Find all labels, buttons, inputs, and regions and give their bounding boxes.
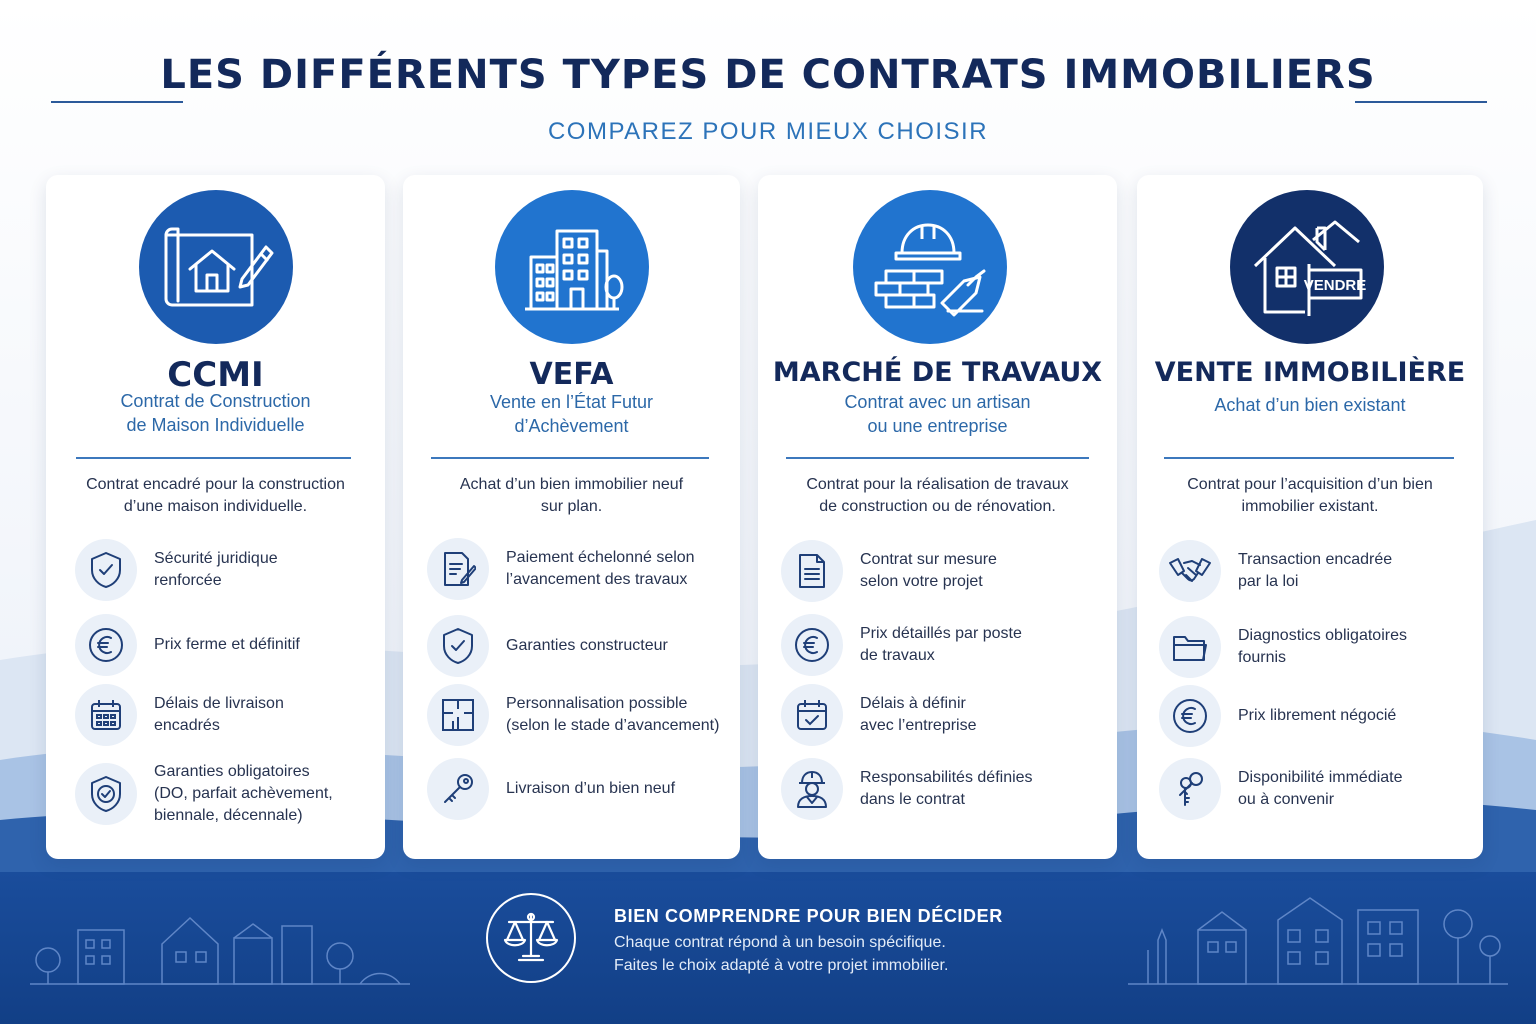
shield-check-icon: [427, 615, 489, 677]
shield-badge-icon: [75, 763, 137, 825]
feature-item: [781, 684, 977, 746]
feature-text: Garanties obligatoires (DO, parfait achèvement, biennale, décennale): [154, 763, 333, 824]
calendar-check-icon: [781, 684, 843, 746]
footer-text-line-1: Chaque contrat répond à un besoin spécifique.: [614, 934, 946, 951]
euro-icon: [1159, 685, 1221, 747]
feature-text: Délais à définir avec l’entreprise: [860, 695, 977, 734]
city-skyline-right-icon: [1128, 890, 1508, 990]
feature-item: [427, 758, 675, 820]
card-vente-immobiliere: [1137, 175, 1483, 859]
footer-title: BIEN COMPRENDRE POUR BIEN DÉCIDER: [614, 906, 1003, 926]
feature-item: [781, 540, 997, 602]
key-icon: [427, 758, 489, 820]
feature-text: Disponibilité immédiate ou à convenir: [1238, 769, 1403, 808]
card-ccmi: [46, 175, 385, 859]
title-rule-right: [1355, 101, 1487, 103]
footer-text-line-2: Faites le choix adapté à votre projet immobilier.: [614, 957, 949, 974]
city-skyline-left-icon: [30, 910, 410, 990]
feature-item: [1159, 616, 1407, 678]
feature-item: [1159, 685, 1396, 747]
feature-text: Contrat sur mesure selon votre projet: [860, 551, 997, 590]
feature-text: Prix ferme et définitif: [154, 636, 300, 653]
euro-icon: [781, 614, 843, 676]
feature-item: [75, 539, 278, 601]
for-sale-sign-text: VENDRE: [1303, 277, 1367, 294]
euro-icon: [75, 614, 137, 676]
feature-text: Responsabilités définies dans le contrat: [860, 769, 1033, 808]
page-subtitle: COMPAREZ POUR MIEUX CHOISIR: [547, 118, 989, 145]
feature-text: Prix détaillés par poste de travaux: [860, 625, 1022, 664]
page-title: LES DIFFÉRENTS TYPES DE CONTRATS IMMOBILIERS: [160, 52, 1376, 98]
card-title: VEFA: [529, 357, 614, 392]
document-icon: [781, 540, 843, 602]
feature-item: [1159, 540, 1392, 602]
feature-item: [781, 614, 1022, 676]
title-rule-left: [51, 101, 183, 103]
feature-item: [75, 614, 300, 676]
card-description: Achat d’un bien immobilier neuf sur plan.: [459, 476, 684, 515]
card-title: CCMI: [167, 355, 264, 395]
folder-icon: [1159, 616, 1221, 678]
card-vefa: [403, 175, 740, 859]
feature-text: Transaction encadrée par la loi: [1238, 551, 1393, 590]
feature-item: [427, 615, 668, 677]
card-marche-de-travaux: [758, 175, 1117, 859]
floor-plan-icon: [427, 684, 489, 746]
card-title: MARCHÉ DE TRAVAUX: [772, 357, 1103, 388]
house-for-sale-icon: [1230, 190, 1384, 344]
feature-text: Livraison d’un bien neuf: [506, 780, 676, 797]
worker-icon: [781, 758, 843, 820]
card-subtitle: Achat d’un bien existant: [1214, 395, 1406, 415]
card-subtitle: Vente en l’État Futur d’Achèvement: [489, 392, 654, 436]
card-divider: [76, 457, 351, 459]
feature-item: [1159, 758, 1403, 820]
blueprint-house-pencil-icon: [139, 190, 293, 344]
calendar-icon: [75, 684, 137, 746]
card-divider: [786, 457, 1089, 459]
card-subtitle: Contrat de Construction de Maison Individuelle: [120, 391, 311, 435]
feature-text: Garanties constructeur: [506, 637, 668, 654]
card-divider: [431, 457, 709, 459]
card-description: Contrat pour l’acquisition d’un bien immobilier existant.: [1187, 476, 1433, 515]
feature-item: [781, 758, 1033, 820]
feature-item: [75, 761, 333, 827]
document-pen-icon: [427, 538, 489, 600]
shield-check-icon: [75, 539, 137, 601]
card-subtitle: Contrat avec un artisan ou une entreprise: [844, 392, 1031, 436]
feature-text: Diagnostics obligatoires fournis: [1238, 627, 1407, 666]
feature-item: [75, 684, 284, 746]
card-description: Contrat pour la réalisation de travaux de construction ou de rénovation.: [806, 476, 1069, 515]
building-tree-icon: [495, 190, 649, 344]
feature-item: [427, 684, 719, 746]
card-title: VENTE IMMOBILIÈRE: [1154, 357, 1466, 388]
card-description: Contrat encadré pour la construction d’une maison individuelle.: [86, 476, 345, 515]
feature-text: Délais de livraison encadrés: [154, 695, 284, 734]
feature-text: Personnalisation possible (selon le stade d’avancement): [506, 695, 720, 734]
scales-of-justice-icon: [486, 893, 576, 983]
feature-text: Prix librement négocié: [1238, 707, 1397, 724]
card-divider: [1164, 457, 1454, 459]
keys-icon: [1159, 758, 1221, 820]
feature-item: [427, 538, 695, 600]
handshake-icon: [1159, 540, 1221, 602]
helmet-bricks-trowel-icon: [853, 190, 1007, 344]
feature-text: Paiement échelonné selon l’avancement des travaux: [506, 549, 695, 588]
feature-text: Sécurité juridique renforcée: [154, 550, 278, 589]
